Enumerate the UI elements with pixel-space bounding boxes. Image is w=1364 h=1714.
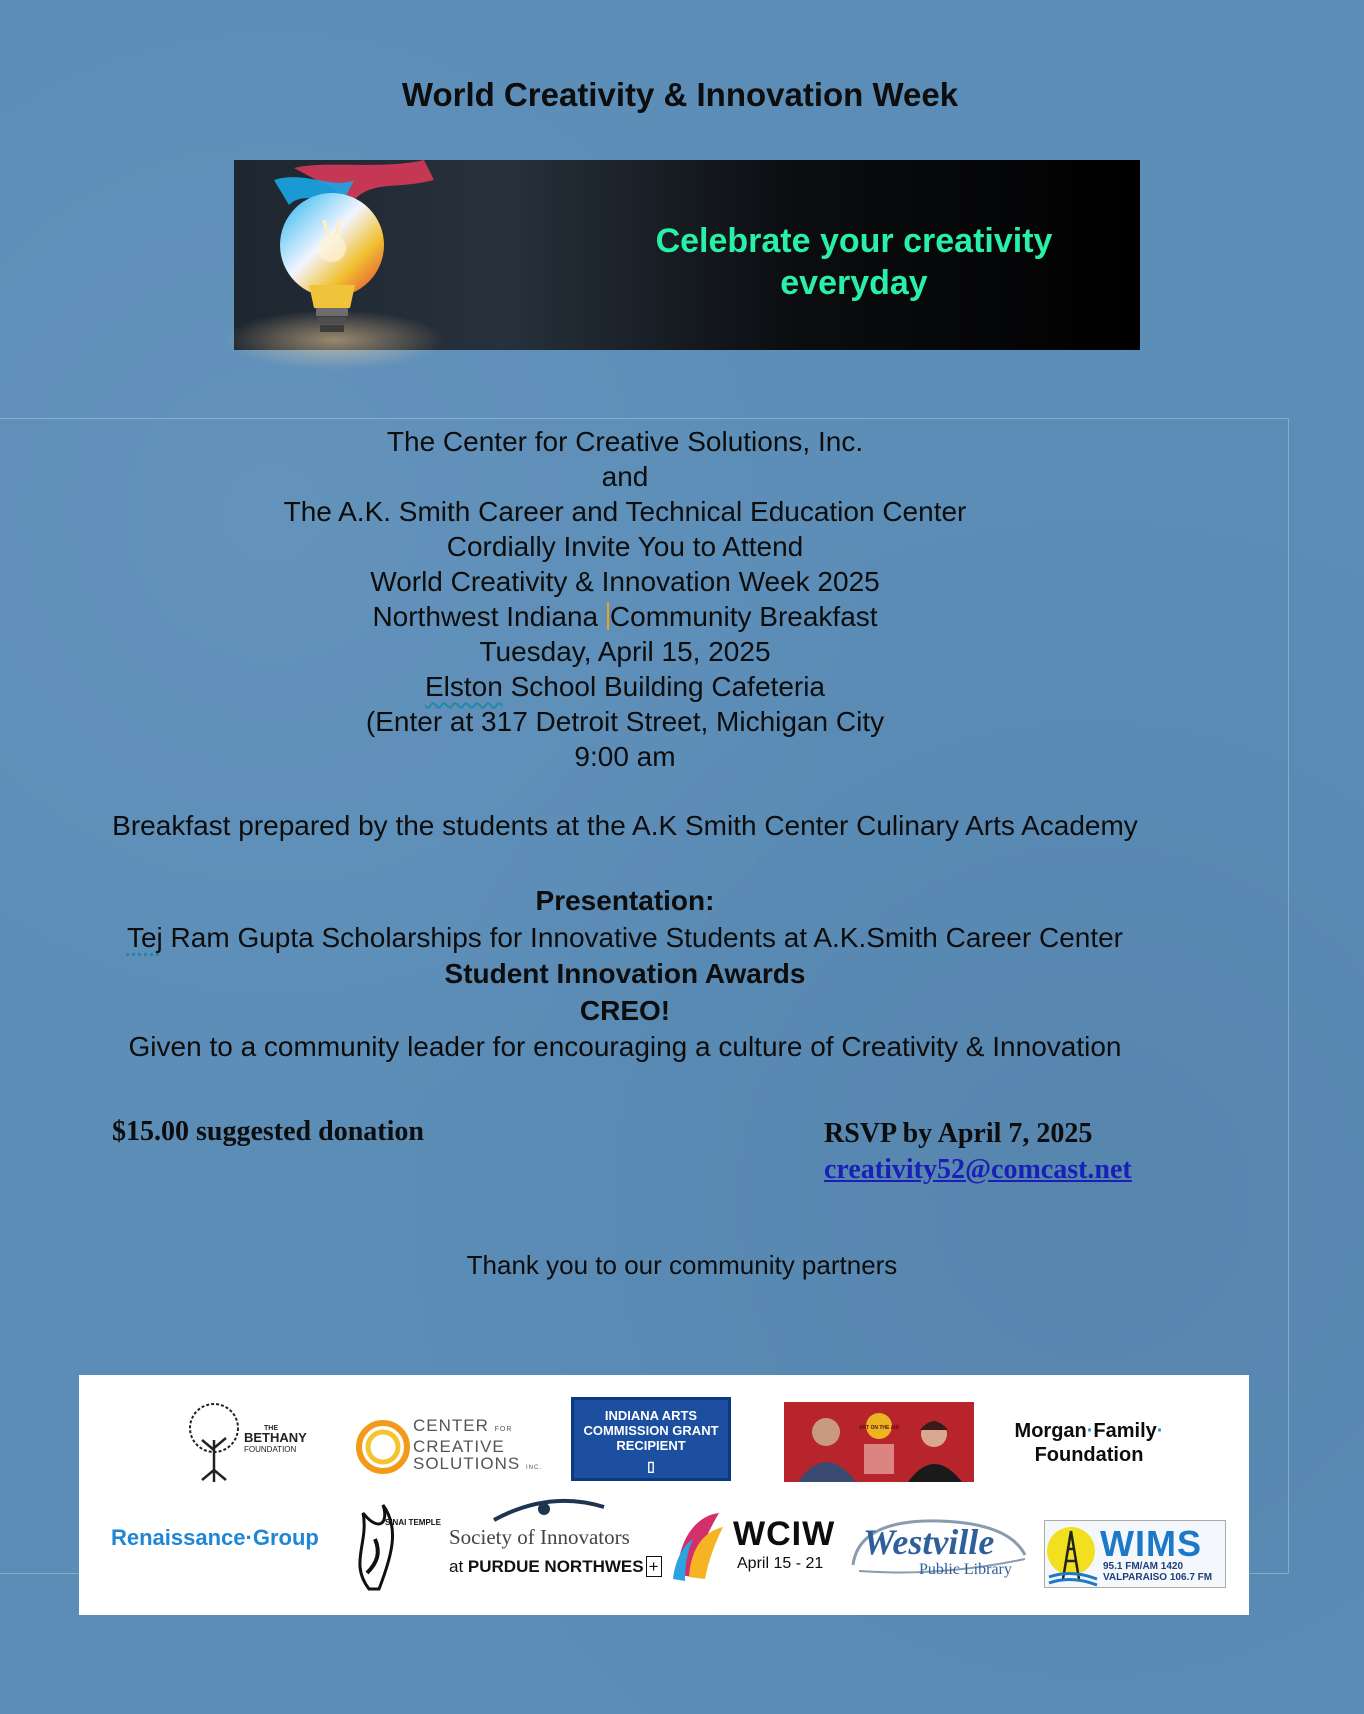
scholarship-rest: Ram Gupta Scholarships for Innovative Students at A.K.Smith Career Center — [162, 921, 1124, 953]
time-line: 9:00 am — [574, 741, 676, 772]
state-outline-icon: ▯ — [647, 1458, 655, 1474]
iac-line-2: COMMISSION GRANT — [583, 1423, 719, 1438]
morgan-dot-2: · — [1156, 1420, 1164, 1442]
donation-text: $15.00 suggested donation — [112, 1116, 424, 1147]
bethany-foundation-logo — [184, 1400, 307, 1482]
event-name-line: World Creativity & Innovation Week 2025 — [370, 566, 880, 597]
banner-line-2: everyday — [780, 264, 928, 302]
text-cursor — [607, 602, 609, 630]
partners-panel — [79, 1375, 1249, 1615]
radio-badge-text: ART ON THE AIR — [858, 1425, 900, 1431]
westville-name: Westville — [863, 1522, 995, 1562]
cohost-line: The A.K. Smith Career and Technical Education Center — [283, 496, 967, 527]
breakfast-note: Breakfast prepared by the students at the A.K Smith Center Culinary Arts Academy — [112, 810, 1138, 841]
bethany-sub: FOUNDATION — [244, 1445, 297, 1454]
morgan-dot: · — [1086, 1420, 1094, 1442]
tree-icon — [184, 1400, 307, 1482]
soi-purdue: PURDUE NORTHWES — [467, 1557, 644, 1576]
presentation-block — [0, 883, 1250, 1066]
radio-show-photo-icon — [784, 1402, 974, 1482]
ccs-inc: INC. — [525, 1465, 542, 1471]
scholarship-line — [0, 920, 1250, 957]
creo-description: Given to a community leader for encouraging a culture of Creativity & Innovation — [128, 1031, 1122, 1062]
soi-purdue-line — [449, 1557, 662, 1577]
flame-icon — [349, 1503, 442, 1593]
renaissance-a: Renaissance — [111, 1525, 246, 1550]
host-line: The Center for Creative Solutions, Inc. — [386, 426, 864, 457]
ccs-center: CENTER — [413, 1416, 489, 1435]
ccs-line-3 — [413, 1455, 542, 1477]
art-on-the-air-logo — [784, 1402, 974, 1482]
hero-banner — [234, 160, 1140, 350]
soi-name: Society of Innovators — [449, 1525, 630, 1549]
ccs-line-2: CREATIVE — [413, 1437, 505, 1456]
scholarship-first-word: Tej — [126, 921, 163, 953]
ccs-solutions: SOLUTIONS — [413, 1454, 521, 1473]
wciw-logo — [669, 1505, 839, 1585]
ccs-line-1 — [413, 1417, 542, 1438]
ccs-logo — [355, 1417, 555, 1477]
banner-tagline — [574, 220, 1134, 304]
morgan-family-foundation-logo — [999, 1419, 1179, 1467]
date-line: Tuesday, April 15, 2025 — [479, 636, 771, 667]
rsvp-email-link[interactable]: creativity52@comcast.net — [824, 1154, 1132, 1185]
wims-line-1: 95.1 FM/AM 1420 — [1103, 1561, 1184, 1572]
wims-line-2: VALPARAISO 106.7 FM — [1103, 1572, 1213, 1583]
arcs-icon — [669, 1505, 733, 1585]
rsvp-label: RSVP by April 7, 2025 — [824, 1118, 1093, 1149]
venue-rest: School Building Cafeteria — [502, 671, 826, 702]
event-type-line — [0, 599, 1250, 634]
sinai-name: SINAI TEMPLE — [385, 1518, 442, 1527]
iac-line-1: INDIANA ARTS — [604, 1408, 698, 1423]
event-type-part-1: Northwest Indiana — [372, 601, 606, 632]
banner-line-1: Celebrate your creativity — [655, 222, 1053, 260]
morgan-line-1 — [999, 1419, 1179, 1443]
invite-line: Cordially Invite You to Attend — [446, 531, 804, 562]
wims-radio-logo — [1044, 1520, 1226, 1588]
westville-library-logo — [849, 1515, 1029, 1587]
soi-at: at — [449, 1557, 468, 1576]
iac-line-3: RECIPIENT — [616, 1438, 686, 1453]
rings-icon — [355, 1419, 411, 1475]
renaissance-b: Group — [252, 1525, 319, 1550]
morgan-a: Morgan — [1014, 1420, 1087, 1442]
creo-heading: CREO! — [579, 994, 671, 1026]
wciw-name: WCIW — [733, 1515, 836, 1553]
renaissance-group-logo — [111, 1525, 319, 1551]
partners-heading: Thank you to our community partners — [466, 1250, 898, 1280]
rsvp-block — [824, 1116, 1132, 1188]
awards-heading: Student Innovation Awards — [444, 958, 806, 989]
westville-sub: Public Library — [919, 1561, 1012, 1578]
morgan-line-2: Foundation — [1034, 1444, 1144, 1466]
radio-tower-icon — [1045, 1521, 1101, 1587]
morgan-b: Family — [1093, 1420, 1157, 1442]
venue-name-spellcheck: Elston — [424, 671, 503, 702]
address-line: (Enter at 317 Detroit Street, Michigan City — [365, 706, 885, 737]
wims-frequencies — [1103, 1561, 1212, 1583]
venue-line — [0, 669, 1250, 704]
bethany-name: BETHANY — [244, 1430, 307, 1445]
invitation-block — [0, 424, 1250, 774]
bethany-small: THE — [264, 1425, 278, 1432]
swoosh-icon — [489, 1495, 609, 1525]
and-line: and — [601, 461, 649, 492]
event-type-part-2: Community Breakfast — [609, 601, 878, 632]
presentation-heading: Presentation: — [535, 885, 715, 916]
renaissance-dot: · — [245, 1525, 253, 1550]
ccs-for: FOR — [494, 1426, 513, 1433]
wciw-dates: April 15 - 21 — [737, 1555, 824, 1572]
wims-name: WIMS — [1100, 1523, 1202, 1564]
plus-box-icon: + — [646, 1556, 662, 1577]
society-of-innovators-logo — [449, 1495, 659, 1590]
sinai-temple-logo — [349, 1503, 442, 1593]
page-title: World Creativity & Innovation Week — [401, 76, 959, 113]
ccs-text — [413, 1417, 542, 1477]
indiana-arts-commission-logo — [571, 1397, 731, 1481]
